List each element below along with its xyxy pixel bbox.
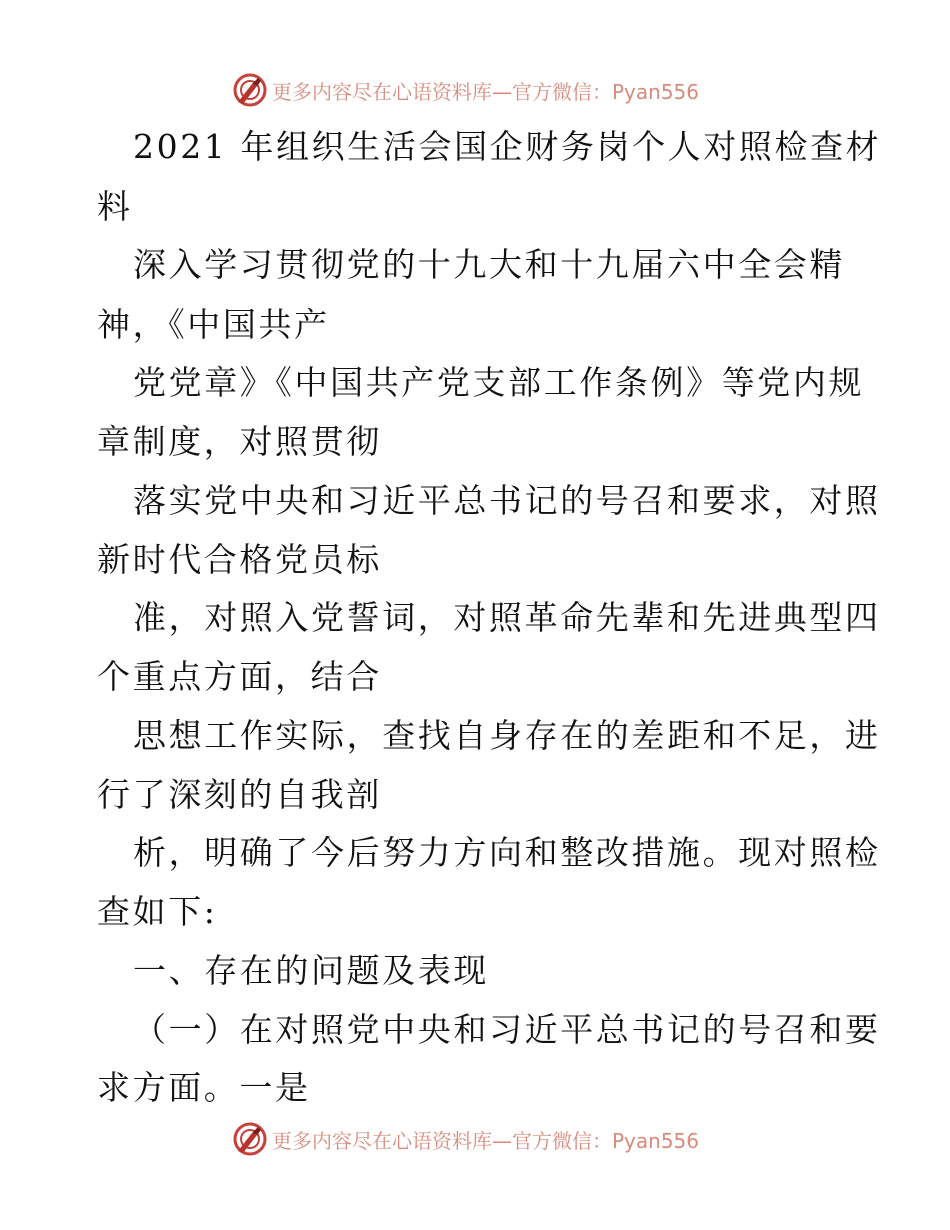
doc-line: 新时代合格党员标 xyxy=(97,540,382,579)
doc-line: 落实党中央和习近平总书记的号召和要求，对照 xyxy=(133,481,881,520)
pen-logo-icon xyxy=(232,1121,268,1157)
doc-line: 准，对照入党誓词，对照革命先辈和先进典型四 xyxy=(133,598,881,637)
doc-line: 个重点方面，结合 xyxy=(97,657,382,696)
doc-line: 2021 年组织生活会国企财务岗个人对照检查材 xyxy=(133,127,882,166)
doc-line: 行了深刻的自我剖 xyxy=(97,775,382,814)
doc-line: 析，明确了今后努力方向和整改措施。现对照检 xyxy=(133,833,881,872)
pen-logo-icon xyxy=(232,72,268,108)
watermark-text: 更多内容尽在心语资料库—官方微信：Pyan556 xyxy=(272,1128,700,1153)
doc-line: （一）在对照党中央和习近平总书记的号召和要 xyxy=(133,1010,881,1049)
doc-line: 章制度，对照贯彻 xyxy=(97,422,382,461)
doc-line: 神，《中国共产 xyxy=(97,305,330,344)
footer-watermark xyxy=(232,1119,699,1159)
section-heading: 一、存在的问题及表现 xyxy=(133,951,489,990)
watermark-text: 更多内容尽在心语资料库—官方微信：Pyan556 xyxy=(272,79,700,104)
doc-line: 查如下: xyxy=(97,892,218,931)
doc-line: 党党章》《中国共产党支部工作条例》等党内规 xyxy=(133,363,865,402)
doc-line: 求方面。一是 xyxy=(97,1068,311,1107)
header-watermark xyxy=(232,70,699,110)
doc-line: 料 xyxy=(97,187,133,226)
doc-line: 深入学习贯彻党的十九大和十九届六中全会精 xyxy=(133,245,845,284)
doc-line: 思想工作实际，查找自身存在的差距和不足，进 xyxy=(133,716,881,755)
